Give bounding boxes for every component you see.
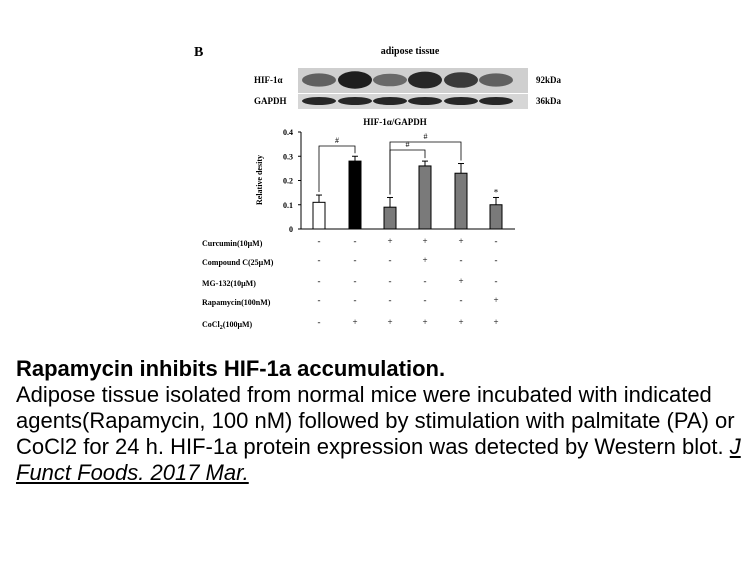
treatment-mark: - (423, 276, 427, 286)
significance-star: * (493, 187, 499, 198)
treatment-mark: + (493, 295, 499, 305)
treatment-mark: - (317, 295, 321, 305)
blot-band (338, 97, 372, 105)
treatment-mark: + (458, 236, 464, 246)
treatment-mark: - (353, 236, 357, 246)
blot-band (408, 97, 442, 105)
y-tick-label: 0 (289, 225, 293, 234)
blot-band (338, 71, 372, 88)
treatment-mark: + (422, 255, 428, 265)
y-tick-label: 0.1 (283, 200, 293, 210)
significance-label: # (423, 132, 428, 141)
treatment-mark: - (494, 236, 498, 246)
treatment-mark: + (458, 317, 464, 327)
treatment-mark: - (459, 295, 463, 305)
blot-label-hif: HIF-1α (254, 75, 283, 85)
blot-size-gapdh: 36kDa (536, 96, 562, 106)
treatment-mark: + (422, 236, 428, 246)
treatment-label-rapamycin: Rapamycin(100nM) (202, 298, 271, 307)
caption-title: Rapamycin inhibits HIF-1a accumulation. (16, 356, 446, 381)
bar (490, 205, 502, 229)
treatment-mark: - (317, 255, 321, 265)
tissue-title: adipose tissue (380, 46, 440, 57)
bars (313, 156, 502, 229)
blot-size-hif: 92kDa (536, 75, 562, 85)
blot-band (373, 74, 407, 87)
blot-band (302, 73, 336, 86)
blot-band (479, 97, 513, 105)
bar (313, 202, 325, 229)
treatment-mark: - (353, 295, 357, 305)
treatment-mark: - (423, 295, 427, 305)
significance-label: # (335, 136, 339, 145)
y-ticks (283, 128, 301, 234)
y-tick-label: 0.4 (283, 128, 293, 137)
bar (419, 166, 431, 229)
treatment-label-compound-c: Compound C(25μM) (202, 258, 274, 267)
y-tick-label: 0.2 (283, 176, 293, 186)
treatment-mark: + (458, 276, 464, 286)
treatment-mark: - (388, 276, 392, 286)
blot-band (408, 72, 442, 89)
treatment-label-cocl2: CoCl$_2$(100μM) (202, 320, 253, 331)
chart-title: HIF-1α/GAPDH (363, 117, 427, 127)
blot-band (373, 97, 407, 105)
treatment-mark: - (388, 295, 392, 305)
treatment-mark: + (422, 317, 428, 327)
treatment-mark: - (494, 255, 498, 265)
blot-band (479, 73, 513, 86)
treatment-label-mg132: MG-132(10μM) (202, 279, 256, 288)
blot-band (444, 72, 478, 88)
treatment-mark: - (353, 276, 357, 286)
treatment-mark: - (317, 236, 321, 246)
treatment-mark: - (459, 255, 463, 265)
y-axis-label: Relative desity (255, 155, 264, 205)
treatment-mark: + (387, 236, 393, 246)
treatment-mark: - (353, 255, 357, 265)
panel-label: B (194, 45, 204, 60)
blot-label-gapdh: GAPDH (254, 96, 287, 106)
bar-plot (283, 128, 515, 234)
bar (455, 173, 467, 229)
treatment-mark: - (494, 276, 498, 286)
treatment-mark: - (317, 317, 321, 327)
blot-band (302, 97, 336, 105)
significance-annotations (319, 132, 499, 197)
significance-label: # (405, 140, 410, 149)
treatment-label-curcumin: Curcumin(10μM) (202, 239, 263, 248)
figure-caption (16, 356, 752, 486)
y-tick-label: 0.3 (283, 152, 293, 162)
treatment-mark: + (352, 317, 358, 327)
treatment-marks (318, 236, 499, 327)
treatment-mark: + (493, 317, 499, 327)
blot-band (444, 97, 478, 105)
bar (349, 161, 361, 229)
treatment-table (202, 236, 499, 331)
caption-body: Adipose tissue isolated from normal mice were incubated with indicated agents(Rapamycin, 100 nM) followed by stimulation with palmitate (PA) or CoCl2 for 24 h. HIF-1a protein expression was detected by Western blot. (16, 382, 735, 459)
bar (384, 207, 396, 229)
treatment-mark: + (387, 317, 393, 327)
western-blot (254, 68, 562, 109)
treatment-mark: - (317, 276, 321, 286)
citation-link[interactable]: J Funct Foods. 2017 Mar. (16, 434, 741, 485)
treatment-mark: - (388, 255, 392, 265)
